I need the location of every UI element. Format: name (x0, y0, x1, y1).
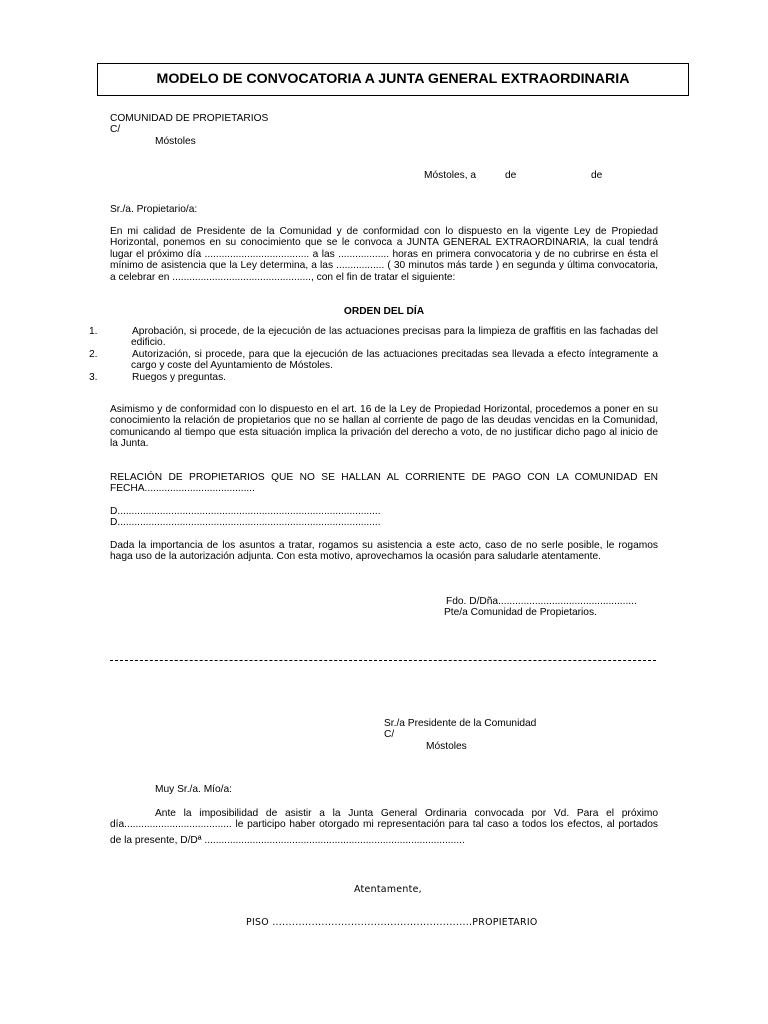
intro-paragraph: En mi calidad de Presidente de la Comunidad y de conformidad con lo dispuesto en la vigente Ley de Propiedad Horizontal, ponemos en su conocimiento que se le convoca a JUNTA GENERAL EXTRAORDINARIA, la cual tendrá lugar el próximo día ..................................... a las .................. horas en primera convocatoria y de no cubrirse en ésta el mínimo de asistencia que la Ley determina, a las ................. ( 30 minutos más tarde ) en segunda y última convocatoria, a celebrar en ................................................., con el fin de tratar el siguiente: (110, 226, 658, 283)
debtors-paragraph: Asimismo y de conformidad con lo dispuesto en el art. 16 de la Ley de Propiedad Horizontal, procedemos a poner en su conocimiento la relación de propietarios que no se hallan al corriente de pago de las deudas vencidas en la Comunidad, comunicando al tiempo que esta situación implica la privación del derecho a voto, de no justificar dicho pago al inicio de la Junta. (110, 404, 658, 450)
recipient-city: Móstoles (426, 740, 467, 752)
recipient-name: Sr./a Presidente de la Comunidad (384, 718, 537, 729)
salutation: Sr./a. Propietario/a: (110, 204, 198, 215)
signature-line: Fdo. D/Dña................................................. (446, 596, 637, 607)
agenda-heading: ORDEN DEL DÍA (343, 306, 425, 317)
agenda-item (89, 348, 658, 372)
document-title-box (97, 63, 689, 96)
agenda-item-number: 3. (89, 371, 98, 383)
proxy-line: Ante la imposibilidad de asistir a la Junta General Ordinaria convocada por Vd. Para el próximo (155, 808, 658, 819)
proxy-line: día...................................... le participo haber otorgado mi representación para tal caso a todos los efectos, al portados (110, 819, 658, 831)
date-de-2: de (591, 170, 603, 181)
atentamente-text: Atentamente, (354, 884, 422, 895)
sender-name: COMUNIDAD DE PROPIETARIOS (110, 113, 269, 124)
sender-street: C/ (110, 124, 121, 136)
piso-propietario-line: PISO .............................................................PROPIETARIO (246, 917, 538, 928)
proxy-line: de la presente, D/Dª ............................................................................................ (110, 834, 465, 846)
relation-heading: RELACIÓN DE PROPIETARIOS QUE NO SE HALLAN AL CORRIENTE DE PAGO CON LA COMUNIDAD EN FECHA....................................... (110, 472, 658, 495)
recipient-block (384, 718, 536, 752)
agenda-item-text: Ruegos y preguntas. (132, 371, 227, 383)
agenda-item (89, 371, 658, 383)
agenda-item-number: 2. (89, 348, 98, 360)
debtor-line: D............................................................................................. (110, 506, 381, 517)
signature-block (444, 596, 637, 619)
agenda-item-number: 1. (89, 326, 98, 337)
agenda-list (89, 326, 658, 383)
signature-title: Pte/a Comunidad de Propietarios. (444, 607, 597, 619)
sender-city: Móstoles (155, 135, 196, 147)
closing-paragraph: Dada la importancia de los asuntos a tratar, rogamos su asistencia a este acto, caso de no serle posible, le rogamos haga uso de la autorización adjunta. Con esta motivo, aprovechamos la ocasión para saludarle atentamente. (110, 540, 658, 563)
debtor-lines (110, 506, 381, 529)
agenda-item-text: Autorización, si procede, para que la ejecución de las actuaciones precitadas sea llevada a efecto íntegramente a cargo y coste del Ayuntamiento de Móstoles. (131, 348, 658, 372)
recipient-street: C/ (384, 729, 395, 741)
debtor-line: D............................................................................................. (110, 517, 381, 529)
date-de-1: de (505, 170, 517, 181)
date-place: Móstoles, a (424, 170, 477, 181)
agenda-item (89, 326, 658, 349)
sender-block (110, 113, 268, 147)
proxy-salutation: Muy Sr./a. Mío/a: (155, 784, 232, 795)
document-title: MODELO DE CONVOCATORIA A JUNTA GENERAL EXTRAORDINARIA (156, 70, 630, 87)
cut-line-divider (110, 660, 656, 661)
agenda-item-text: Aprobación, si procede, de la ejecución de las actuaciones precisas para la limpieza de graffitis en las fachadas del edificio. (131, 326, 658, 349)
proxy-paragraph (110, 808, 658, 846)
